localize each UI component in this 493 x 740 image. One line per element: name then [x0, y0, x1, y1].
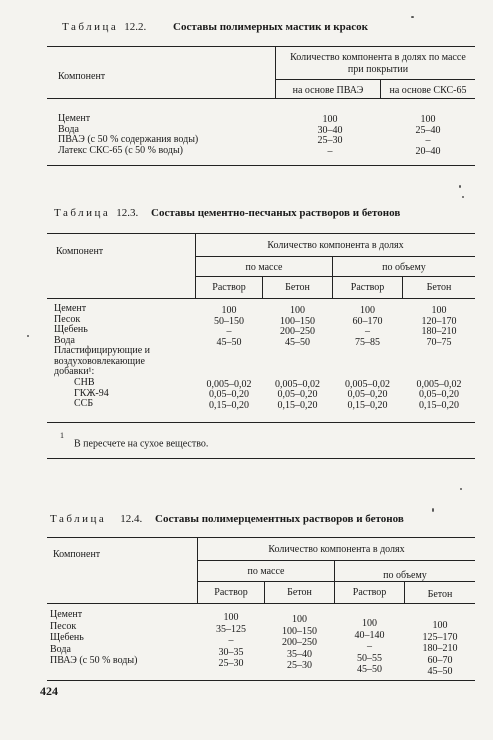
row-labels: Цемент Вода ПВАЭ (с 50 % содержания воды) Латекс СКС-65 (с 50 % воды) [58, 113, 199, 156]
header-sks65: на основе СКС-65 [389, 85, 467, 96]
values-mortar-volume: 100 40–140 – 50–55 45–50 [354, 618, 385, 675]
header-mortar-mass: Раствор [212, 282, 246, 293]
header-quantity: Количество компонента в долях по массе при покрытии [290, 52, 466, 75]
table-label: Таблица [54, 207, 111, 219]
table-12-3-caption [54, 207, 400, 219]
values-concrete-mass: 100 100–150 200–250 35–40 25–30 [282, 614, 317, 671]
header-sub-rule-2 [197, 581, 475, 582]
table-top-rule [47, 46, 475, 47]
row-labels: Цемент Песок Щебень Вода ПВАЭ (с 50 % воды) [50, 609, 138, 666]
scan-speck [459, 185, 461, 188]
header-mortar-volume: Раствор [350, 282, 385, 293]
header-concrete-mass: Бетон [287, 587, 312, 598]
header-concrete-mass: Бетон [285, 282, 310, 293]
header-concrete-volume: Бетон [426, 282, 452, 293]
footnote-text: В пересчете на сухое вещество. [74, 438, 209, 450]
header-by-mass: по массе [247, 566, 285, 577]
table-12-2-caption [62, 21, 368, 33]
values-pvae: 100 30–40 25–30 – [317, 114, 343, 157]
table-top-rule [47, 537, 475, 538]
header-pvae: на основе ПВАЭ [292, 85, 364, 96]
header-component: Компонент [53, 549, 101, 560]
header-sub-rule-2 [195, 276, 475, 277]
header-quantity: Количество компонента в долях [267, 240, 404, 251]
footnote [60, 431, 209, 450]
scan-speck [432, 508, 434, 512]
table-top-rule [47, 233, 475, 234]
header-by-mass: по массе [245, 262, 283, 273]
values-concrete-volume: 100 120–170 180–210 70–75 0,005–0,02 0,05–0,20 0,15–0,20 [416, 305, 462, 411]
row-labels: Цемент Песок Щебень Вода Пластифицирующие и воздухововлекающие добавки¹: [54, 303, 151, 377]
header-concrete-volume: Бетон [427, 589, 453, 600]
header-sub-rule [195, 256, 475, 257]
scan-speck [462, 196, 464, 198]
scan-speck [460, 488, 462, 490]
header-sub-rule [275, 79, 475, 80]
page-number: 424 [40, 684, 58, 698]
table-title: Составы цементно-песчаных растворов и бетонов [151, 207, 401, 219]
table-bottom-rule [47, 165, 475, 166]
header-by-volume: по объему [383, 570, 427, 581]
footnote-mark: 1 [60, 431, 64, 440]
table-title: Составы полимерных мастик и красок [173, 21, 368, 33]
values-mortar-mass: 100 35–125 – 30–35 25–30 [216, 612, 246, 669]
values-concrete-mass: 100 100–150 200–250 45–50 0,005–0,02 0,05–0,20 0,15–0,20 [275, 305, 320, 411]
table-label: Таблица [50, 513, 107, 525]
header-bottom-rule [47, 298, 475, 299]
values-mortar-mass: 100 50–150 – 45–50 0,005–0,02 0,05–0,20 0,15–0,20 [206, 305, 252, 411]
table-title: Составы полимерцементных растворов и бетонов [155, 513, 404, 525]
header-divider [275, 47, 276, 98]
scan-speck [27, 335, 29, 337]
header-mortar-mass: Раствор [214, 587, 248, 598]
table-bottom-rule [47, 680, 475, 681]
footnote-rule [47, 458, 475, 459]
values-sks65: 100 25–40 – 20–40 [415, 114, 441, 157]
header-bottom-rule [47, 603, 475, 604]
header-sub-rule [197, 560, 475, 561]
header-mortar-volume: Раствор [352, 587, 387, 598]
values-mortar-volume: 100 60–170 – 75–85 0,005–0,02 0,05–0,20 0,15–0,20 [345, 305, 390, 411]
table-bottom-rule [47, 422, 475, 423]
table-number: 12.4. [120, 513, 143, 525]
header-by-volume: по объему [382, 262, 426, 273]
table-number: 12.3. [116, 207, 139, 219]
additive-labels: СНВ ГКЖ-94 ССБ [74, 377, 109, 409]
header-component: Компонент [56, 246, 104, 257]
table-label: Таблица [62, 21, 119, 33]
header-bottom-rule [47, 98, 475, 99]
values-concrete-volume: 100 125–170 180–210 60–70 45–50 [422, 620, 458, 677]
header-quantity: Количество компонента в долях [268, 544, 405, 555]
table-12-4-caption [50, 513, 404, 525]
table-number: 12.2. [124, 21, 147, 33]
scan-speck [411, 16, 414, 18]
header-component: Компонент [58, 71, 106, 82]
